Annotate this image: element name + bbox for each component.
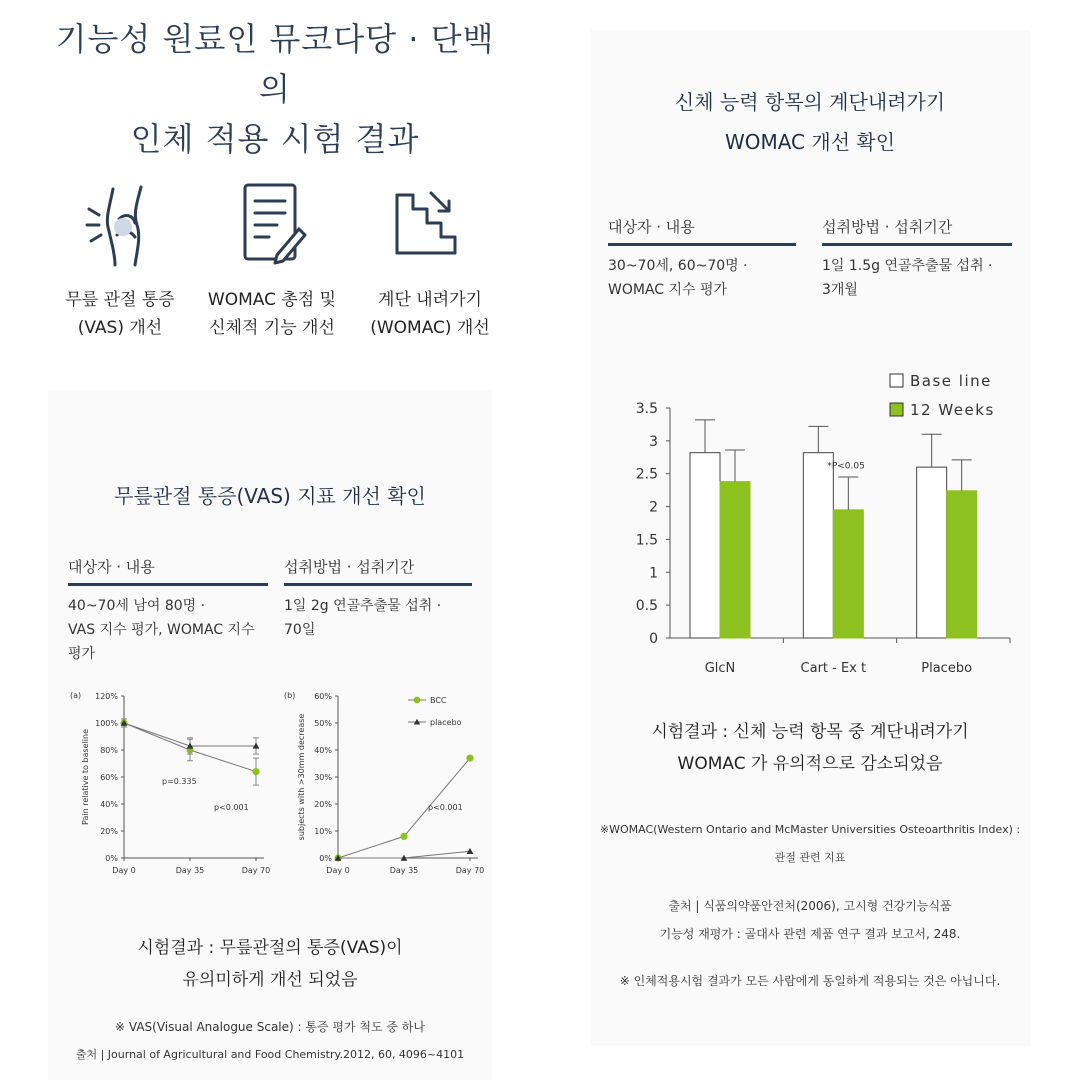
vas-subject-line2: VAS 지수 평가, WOMAC 지수 평가 bbox=[68, 622, 255, 662]
womac-card bbox=[590, 30, 1030, 1046]
chart-y-tick-label: 1 bbox=[649, 565, 658, 582]
chart-x-tick-label: Day 0 bbox=[326, 866, 350, 875]
chart-y-tick-label: 40% bbox=[314, 746, 332, 755]
chart-x-tick-label: Day 35 bbox=[389, 866, 419, 875]
chart-bar bbox=[690, 453, 720, 638]
womac-note-line2: 관절 관련 지표 bbox=[774, 851, 846, 864]
chart-y-tick-label: 0.5 bbox=[635, 598, 658, 615]
womac-disclaimer: ※ 인체적용시험 결과가 모든 사람에게 동일하게 적용되는 것은 아닙니다. bbox=[619, 974, 1001, 988]
chart-legend-label: BCC bbox=[430, 696, 447, 705]
chart-annotation: p=0.335 bbox=[162, 777, 197, 786]
womac-title-line2: WOMAC 개선 확인 bbox=[724, 130, 896, 154]
vas-card-title: 무릎관절 통증(VAS) 지표 개선 확인 bbox=[114, 484, 426, 508]
vas-source: 출처 | Journal of Agricultural and Food Chemistry.2012, 60, 4096~4101 bbox=[75, 1048, 465, 1061]
chart-panel-label: (b) bbox=[284, 691, 296, 700]
womac-intake-line2: 3개월 bbox=[822, 282, 858, 298]
vas-result bbox=[48, 932, 492, 996]
womac-note bbox=[590, 816, 1030, 872]
feature-stairs bbox=[355, 176, 505, 342]
vas-subject-section bbox=[68, 556, 268, 666]
chart-bar bbox=[917, 467, 947, 638]
chart-y-tick-label: 80% bbox=[100, 746, 118, 755]
page-title bbox=[40, 14, 510, 164]
chart-legend-label: Base line bbox=[910, 372, 992, 390]
womac-title-line1: 신체 능력 항목의 계단내려가기 bbox=[674, 90, 946, 114]
womac-intake-line1: 1일 1.5g 연골추출물 섭취 · bbox=[822, 258, 993, 274]
womac-source-line1: 출처 | 식품의약품안전처(2006), 고시형 건강기능식품 bbox=[668, 899, 952, 913]
feature-womac-line1: WOMAC 총점 및 bbox=[207, 290, 337, 310]
chart-point-triangle bbox=[467, 848, 474, 854]
chart-y-tick-label: 2 bbox=[649, 499, 658, 516]
document-edit-icon bbox=[197, 176, 347, 272]
chart-y-tick-label: 3 bbox=[649, 433, 658, 450]
chart-y-tick-label: 10% bbox=[314, 827, 332, 836]
chart-y-tick-label: 20% bbox=[100, 827, 118, 836]
chart-y-tick-label: 0% bbox=[105, 854, 118, 863]
vas-result-line1: 시험결과 : 무릎관절의 통증(VAS)이 bbox=[137, 938, 403, 958]
chart-y-axis-label: subjects with >30mm decrease bbox=[297, 713, 306, 841]
womac-source bbox=[590, 892, 1030, 948]
womac-result bbox=[590, 716, 1030, 780]
chart-legend-swatch bbox=[890, 403, 903, 416]
chart-b bbox=[280, 684, 486, 894]
chart-y-tick-label: 2.5 bbox=[635, 466, 658, 483]
stairs-down-icon bbox=[355, 176, 505, 272]
vas-intake-heading: 섭취방법 · 섭취기간 bbox=[284, 556, 472, 586]
chart-y-tick-label: 100% bbox=[95, 719, 118, 728]
womac-intake-section bbox=[822, 216, 1012, 302]
chart-point-circle bbox=[400, 833, 407, 840]
chart-annotation: p<0.001 bbox=[214, 803, 249, 812]
feature-womac-line2: 신체적 기능 개선 bbox=[209, 318, 335, 338]
chart-legend-label: placebo bbox=[430, 718, 462, 727]
womac-intake-heading: 섭취방법 · 섭취기간 bbox=[822, 216, 1012, 246]
vas-intake-section bbox=[284, 556, 472, 642]
vas-result-line2: 유의미하게 개선 되었음 bbox=[182, 970, 358, 990]
feature-stairs-line2: (WOMAC) 개선 bbox=[370, 318, 490, 338]
womac-card-title bbox=[590, 82, 1030, 162]
womac-subject-section bbox=[608, 216, 796, 302]
chart-y-tick-label: 0 bbox=[649, 631, 658, 647]
feature-stairs-line1: 계단 내려가기 bbox=[378, 290, 482, 310]
vas-intake-line2: 70일 bbox=[284, 622, 316, 638]
chart-y-tick-label: 60% bbox=[100, 773, 118, 782]
chart-y-axis-label: Pain relative to baseline bbox=[81, 728, 90, 826]
chart-y-tick-label: 20% bbox=[314, 800, 332, 809]
chart-annotation: p<0.001 bbox=[428, 803, 463, 812]
chart-bar bbox=[833, 510, 863, 638]
feature-womac bbox=[197, 176, 347, 342]
chart-x-tick-label: GlcN bbox=[704, 661, 736, 676]
chart-bar bbox=[720, 482, 750, 638]
chart-womac-bar bbox=[610, 360, 1020, 690]
chart-annotation: *P<0.05 bbox=[827, 461, 865, 472]
chart-x-tick-label: Day 70 bbox=[455, 866, 485, 875]
page-title-line1: 기능성 원료인 뮤코다당 · 단백의 bbox=[55, 20, 495, 108]
vas-note: ※ VAS(Visual Analogue Scale) : 통증 평가 척도 중 하나 bbox=[115, 1020, 425, 1034]
page-title-line2: 인체 적용 시험 결과 bbox=[130, 120, 420, 158]
vas-subject-line1: 40~70세 남여 80명 · bbox=[68, 598, 206, 614]
knee-joint-icon bbox=[45, 176, 195, 272]
womac-note-line1: ※WOMAC(Western Ontario and McMaster Universities Osteoarthritis Index) : bbox=[599, 823, 1021, 836]
chart-legend-swatch bbox=[890, 374, 903, 387]
chart-a bbox=[66, 684, 272, 894]
chart-panel-label: (a) bbox=[70, 691, 82, 700]
chart-x-tick-label: Placebo bbox=[921, 661, 973, 676]
feature-vas bbox=[45, 176, 195, 342]
chart-bar bbox=[947, 491, 977, 638]
womac-subject-line1: 30~70세, 60~70명 · bbox=[608, 258, 748, 274]
chart-y-tick-label: 60% bbox=[314, 692, 332, 701]
chart-legend-label: 12 Weeks bbox=[910, 401, 995, 419]
chart-y-tick-label: 40% bbox=[100, 800, 118, 809]
chart-point-circle bbox=[252, 768, 259, 775]
chart-y-tick-label: 1.5 bbox=[635, 532, 658, 549]
chart-y-tick-label: 120% bbox=[95, 692, 118, 701]
vas-subject-heading: 대상자 · 내용 bbox=[68, 556, 268, 586]
chart-point-circle bbox=[466, 755, 473, 762]
womac-result-line2: WOMAC 가 유의적으로 감소되었음 bbox=[677, 754, 943, 774]
chart-x-tick-label: Day 0 bbox=[112, 866, 136, 875]
chart-y-tick-label: 0% bbox=[319, 854, 332, 863]
womac-result-line1: 시험결과 : 신체 능력 항목 중 계단내려가기 bbox=[651, 722, 969, 742]
chart-y-tick-label: 3.5 bbox=[635, 401, 658, 417]
feature-vas-line2: (VAS) 개선 bbox=[77, 318, 163, 338]
womac-subject-line2: WOMAC 지수 평가 bbox=[608, 282, 728, 298]
womac-subject-heading: 대상자 · 내용 bbox=[608, 216, 796, 246]
feature-vas-line1: 무릎 관절 통증 bbox=[65, 290, 175, 310]
chart-y-tick-label: 30% bbox=[314, 773, 332, 782]
chart-x-tick-label: Cart - Ex t bbox=[800, 661, 867, 676]
chart-x-tick-label: Day 70 bbox=[241, 866, 271, 875]
vas-card bbox=[48, 390, 492, 1080]
womac-source-line2: 기능성 재평가 : 골대사 관련 제품 연구 결과 보고서, 248. bbox=[659, 927, 961, 941]
vas-intake-line1: 1일 2g 연골추출물 섭취 · bbox=[284, 598, 442, 614]
chart-y-tick-label: 50% bbox=[314, 719, 332, 728]
chart-bar bbox=[803, 453, 833, 638]
chart-legend-marker-circle bbox=[414, 697, 421, 704]
chart-x-tick-label: Day 35 bbox=[175, 866, 205, 875]
